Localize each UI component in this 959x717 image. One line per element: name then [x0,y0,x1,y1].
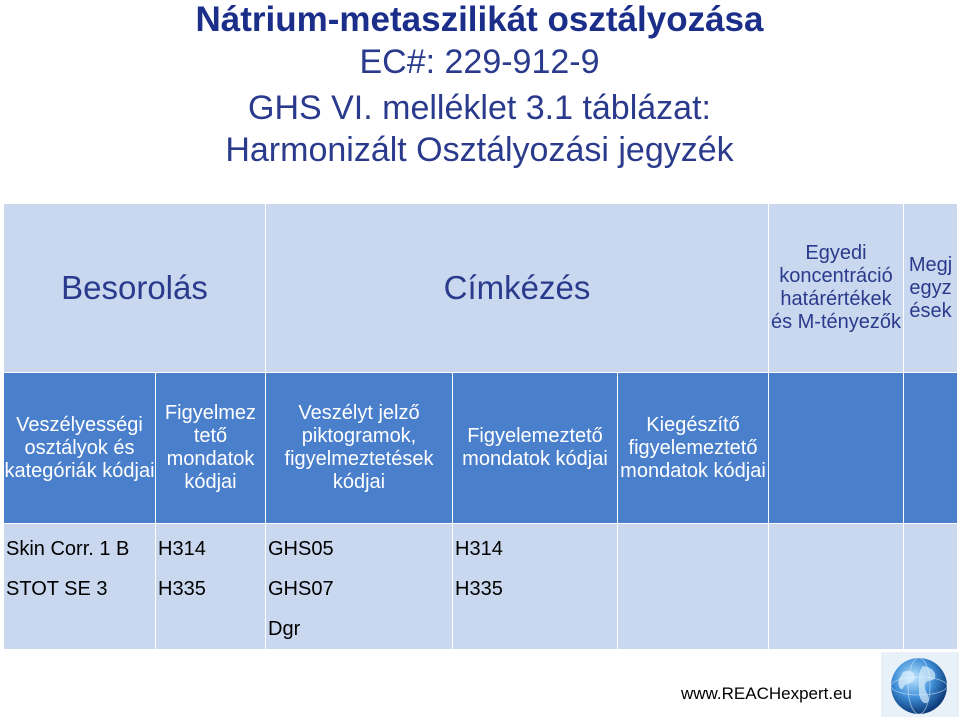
cell-hazard-statements [156,524,266,650]
subheader-pictograms: Veszélyt jelző piktogramok, figyelmeztetések kódjai [266,373,453,524]
cell-notes-empty [904,524,958,650]
pictogram-item: GHS05 [268,538,334,560]
ec-number: EC#: 229-912-9 [359,43,600,81]
cell-concentration-empty [769,524,904,650]
pictogram-item: GHS07 [268,578,334,600]
label-statement-item: H335 [455,578,503,600]
data-row [4,524,958,650]
hazard-class-item: Skin Corr. 1 B [6,538,130,560]
subheader-row [4,373,958,524]
subheader-hazard-statement-codes: Figyelmez tető mondatok kódjai [156,373,266,524]
list-title: Harmonizált Osztályozási jegyzék [225,131,734,169]
header-concentration-limits [769,204,904,373]
cell-hazard-classes [4,524,156,650]
subheader-supplementary-codes: Kiegészítő figyelemeztető mondatok kódjai [618,373,769,524]
cell-pictograms [266,524,453,650]
classification-table [3,203,958,650]
pictogram-item: Dgr [268,618,301,640]
page-title: Nátrium-metaszilikát osztályozása [195,0,764,39]
subheader-hazard-classes: Veszélyességi osztályok és kategóriák kódjai [4,373,156,524]
header-row [4,204,958,373]
hazard-class-item: STOT SE 3 [6,578,108,600]
header-notes [904,204,958,373]
header-notes-label: Megj egyz ések [908,253,953,322]
subheader-warning-statement-codes: Figyelemeztető mondatok kódjai [453,373,618,524]
subheader-empty-1 [769,373,904,524]
subheader-empty-2 [904,373,958,524]
header-labelling [266,204,769,373]
hazard-statement-item: H314 [158,538,206,560]
header-classification-label: Besorolás [61,269,208,306]
header-labelling-label: Címkézés [443,269,591,306]
header-concentration-label: Egyedi koncentráció határértékek és M-tényezők [770,242,902,333]
website-link[interactable]: www.REACHexpert.eu [681,684,853,703]
header-classification [4,204,266,373]
label-statement-item: H314 [455,538,503,560]
globe-icon [881,652,959,717]
hazard-statement-item: H335 [158,578,206,600]
cell-label-statements [453,524,618,650]
cell-supplementary-empty [618,524,769,650]
annex-reference: GHS VI. melléklet 3.1 táblázat: [248,89,711,127]
